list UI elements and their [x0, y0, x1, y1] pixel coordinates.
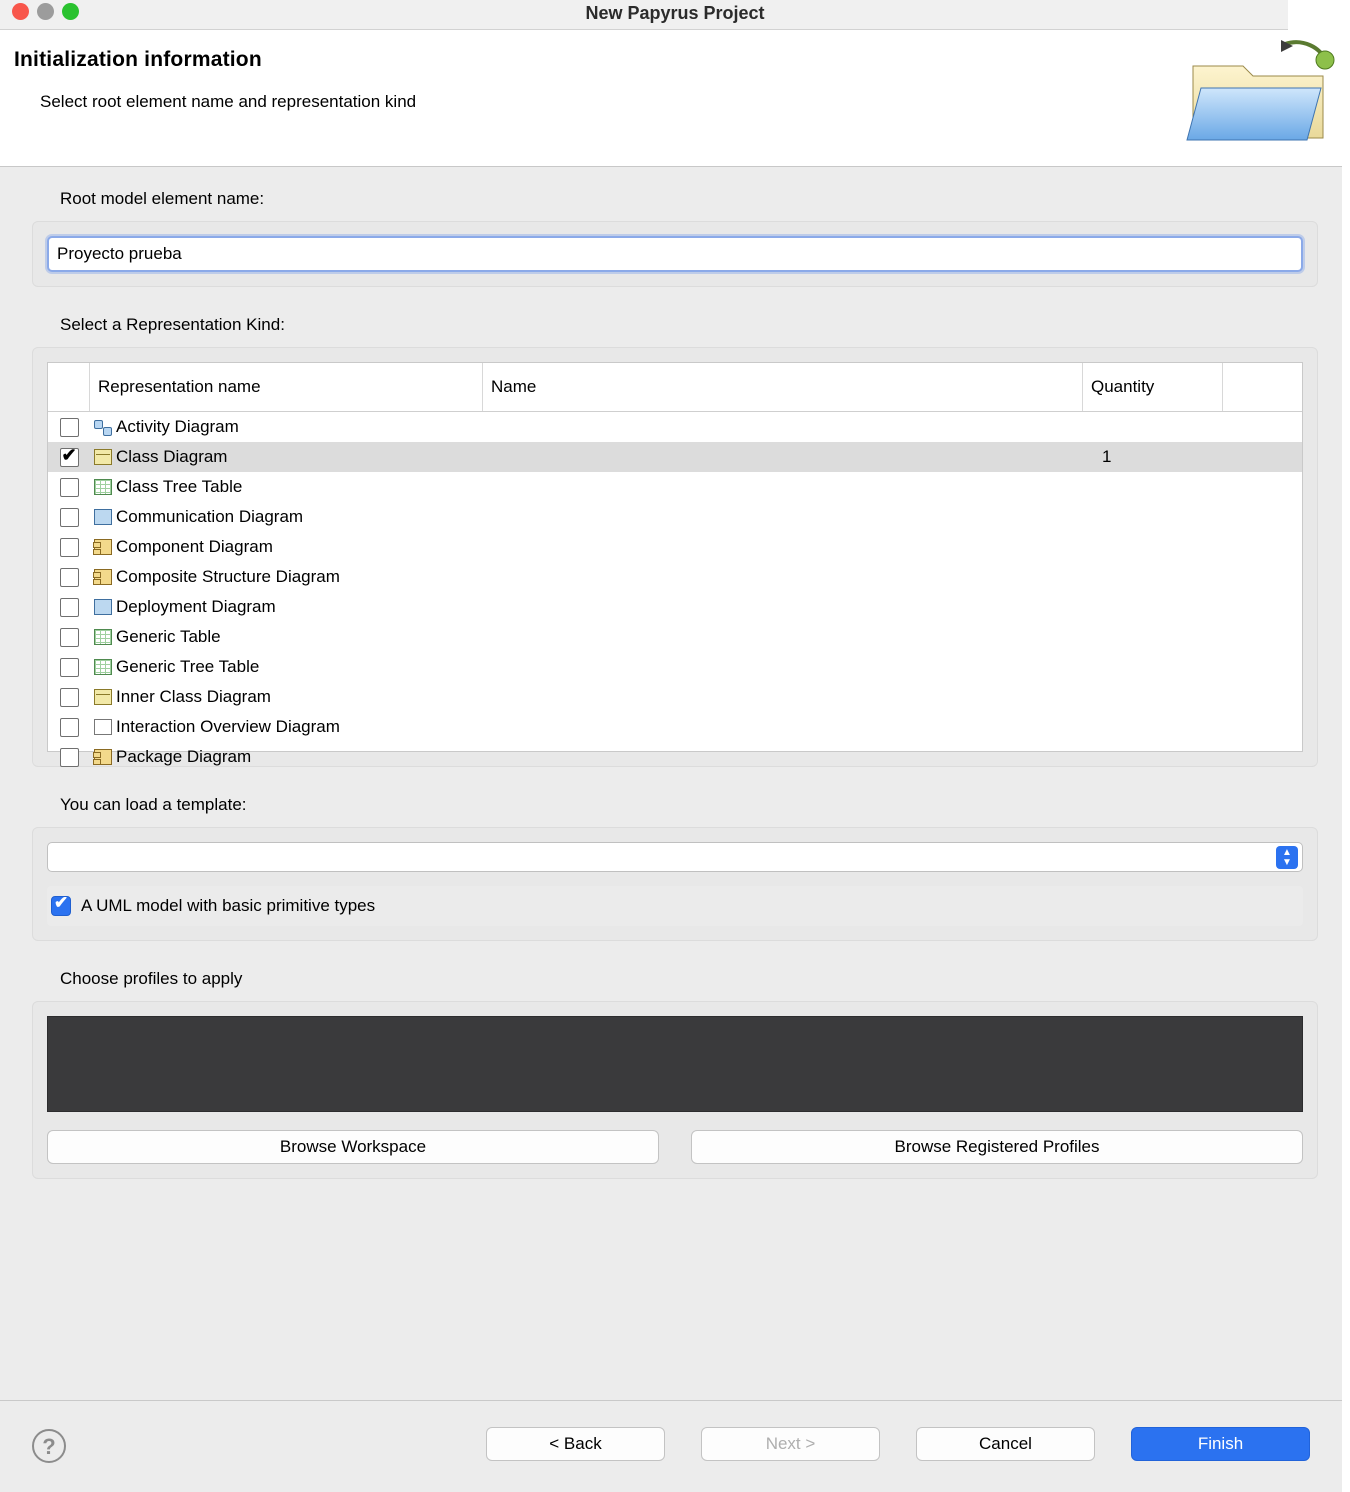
- row-checkbox-cell[interactable]: [48, 418, 90, 437]
- profiles-buttons: [47, 1130, 1303, 1164]
- browse-workspace-button[interactable]: Browse Workspace: [47, 1130, 659, 1164]
- table-icon: [90, 479, 116, 495]
- table-row[interactable]: [48, 442, 1302, 472]
- table-icon: [90, 659, 116, 675]
- profiles-list[interactable]: [47, 1016, 1303, 1112]
- row-quantity: 1: [1102, 447, 1112, 466]
- window-title: New Papyrus Project: [585, 3, 765, 23]
- interaction-overview-diagram-icon: [90, 719, 116, 735]
- row-checkbox[interactable]: [60, 598, 79, 617]
- row-checkbox-cell[interactable]: [48, 598, 90, 617]
- row-checkbox-cell[interactable]: [48, 478, 90, 497]
- column-header-check[interactable]: [48, 363, 90, 411]
- row-checkbox[interactable]: [60, 538, 79, 557]
- open-folder-wizard-icon: [1185, 36, 1340, 161]
- page-subtitle: Select root element name and representation kind: [40, 92, 417, 111]
- table-row[interactable]: [48, 652, 1302, 682]
- row-checkbox-cell[interactable]: [48, 538, 90, 557]
- row-label: Package Diagram: [116, 747, 252, 766]
- row-checkbox[interactable]: [60, 508, 79, 527]
- activity-diagram-icon: [90, 419, 116, 435]
- browse-registered-profiles-button[interactable]: Browse Registered Profiles: [691, 1130, 1303, 1164]
- row-label: Communication Diagram: [116, 507, 304, 526]
- row-checkbox-cell[interactable]: [48, 688, 90, 707]
- row-checkbox[interactable]: [60, 478, 79, 497]
- template-select[interactable]: [47, 842, 1303, 872]
- chevron-updown-icon[interactable]: ▲ ▼: [1276, 846, 1298, 869]
- composite-structure-diagram-icon: [90, 569, 116, 585]
- row-checkbox-cell[interactable]: [48, 568, 90, 587]
- communication-diagram-icon: [90, 509, 116, 525]
- row-checkbox-cell[interactable]: [48, 508, 90, 527]
- footer-buttons: [486, 1427, 1310, 1461]
- row-label: Activity Diagram: [116, 417, 239, 436]
- package-diagram-icon: [90, 749, 116, 765]
- root-model-group: [32, 221, 1318, 287]
- row-label: Interaction Overview Diagram: [116, 717, 340, 736]
- row-label: Composite Structure Diagram: [116, 567, 340, 586]
- profiles-group: [32, 1001, 1318, 1179]
- column-header-tail[interactable]: [1223, 363, 1302, 411]
- row-checkbox[interactable]: [60, 418, 79, 437]
- representation-table[interactable]: [47, 362, 1303, 766]
- row-checkbox[interactable]: [60, 748, 79, 767]
- representation-group: [32, 347, 1318, 767]
- cancel-button[interactable]: Cancel: [916, 1427, 1095, 1461]
- table-header-row: [48, 363, 1302, 412]
- row-label: Class Diagram: [116, 447, 228, 466]
- table-row[interactable]: [48, 592, 1302, 622]
- row-checkbox[interactable]: [60, 658, 79, 677]
- page-title: Initialization information: [14, 48, 262, 71]
- wizard-banner: [0, 30, 1350, 167]
- window-right-edge: [1342, 30, 1350, 1492]
- table-row[interactable]: [48, 622, 1302, 652]
- primitive-types-label: A UML model with basic primitive types: [81, 896, 376, 915]
- help-icon[interactable]: ?: [32, 1429, 66, 1463]
- finish-button[interactable]: Finish: [1131, 1427, 1310, 1461]
- component-diagram-icon: [90, 539, 116, 555]
- window-titlebar: [0, 0, 1350, 30]
- profiles-label: Choose profiles to apply: [60, 969, 243, 988]
- table-row[interactable]: [48, 502, 1302, 532]
- wizard-body: [0, 167, 1350, 1400]
- primitive-types-row[interactable]: [47, 886, 1303, 926]
- next-button: Next >: [701, 1427, 880, 1461]
- primitive-types-checkbox[interactable]: [51, 896, 71, 916]
- template-label: You can load a template:: [60, 795, 247, 814]
- class-diagram-icon: [90, 449, 116, 465]
- deployment-diagram-icon: [90, 599, 116, 615]
- column-header-quantity[interactable]: Quantity: [1083, 363, 1223, 411]
- titlebar-right-filler: [1288, 0, 1350, 30]
- table-row[interactable]: [48, 742, 1302, 772]
- column-header-name[interactable]: Name: [483, 363, 1083, 411]
- row-label: Deployment Diagram: [116, 597, 276, 616]
- representation-label: Select a Representation Kind:: [60, 315, 285, 334]
- row-label: Generic Tree Table: [116, 657, 260, 676]
- table-row[interactable]: [48, 682, 1302, 712]
- row-checkbox[interactable]: [60, 718, 79, 737]
- table-row[interactable]: [48, 562, 1302, 592]
- row-checkbox-cell[interactable]: [48, 448, 90, 467]
- table-row[interactable]: [48, 712, 1302, 742]
- table-icon: [90, 629, 116, 645]
- table-row[interactable]: [48, 412, 1302, 442]
- row-checkbox[interactable]: [60, 448, 79, 467]
- row-checkbox[interactable]: [60, 628, 79, 647]
- row-label: Inner Class Diagram: [116, 687, 271, 706]
- row-label: Component Diagram: [116, 537, 273, 556]
- root-model-name-input[interactable]: [47, 236, 1303, 272]
- row-checkbox[interactable]: [60, 568, 79, 587]
- template-group: [32, 827, 1318, 941]
- class-diagram-icon: [90, 689, 116, 705]
- table-body: [48, 412, 1302, 766]
- root-model-label: Root model element name:: [60, 189, 265, 208]
- row-checkbox[interactable]: [60, 688, 79, 707]
- row-checkbox-cell[interactable]: [48, 628, 90, 647]
- wizard-footer: [0, 1400, 1350, 1492]
- back-button[interactable]: < Back: [486, 1427, 665, 1461]
- row-label: Generic Table: [116, 627, 221, 646]
- row-checkbox-cell[interactable]: [48, 748, 90, 767]
- row-checkbox-cell[interactable]: [48, 718, 90, 737]
- column-header-representation-name[interactable]: Representation name: [90, 363, 483, 411]
- table-row[interactable]: [48, 472, 1302, 502]
- table-row[interactable]: [48, 532, 1302, 562]
- row-label: Class Tree Table: [116, 477, 243, 496]
- row-checkbox-cell[interactable]: [48, 658, 90, 677]
